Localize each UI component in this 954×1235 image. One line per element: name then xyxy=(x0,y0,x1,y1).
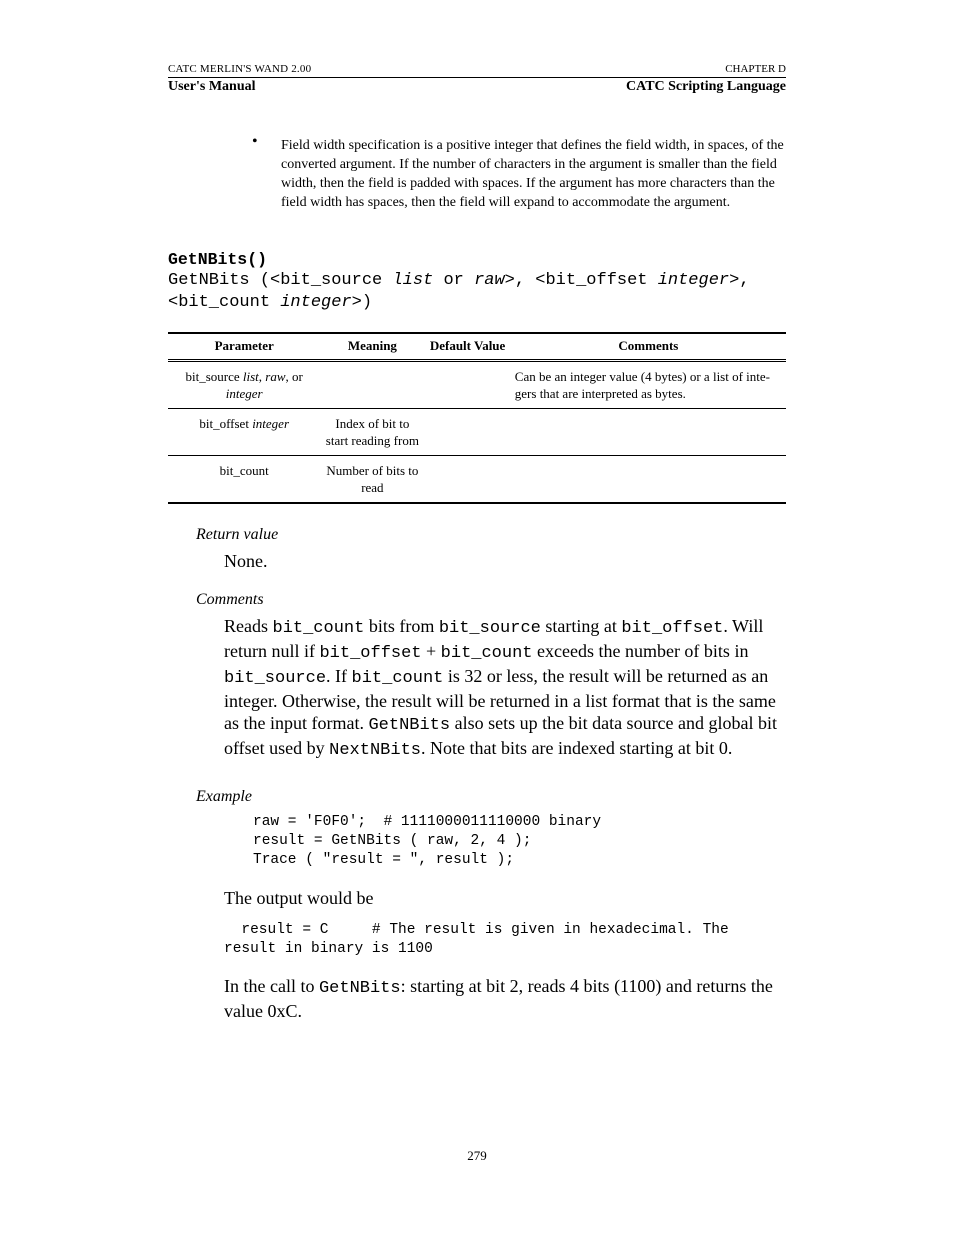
return-value-label: Return value xyxy=(196,526,279,543)
table-cell-default xyxy=(424,361,510,409)
header-manual: User's Manual xyxy=(168,79,256,94)
function-title: GetNBits() xyxy=(168,250,268,269)
table-cell-meaning: Index of bit to start reading from xyxy=(320,409,424,456)
table-header: Parameter xyxy=(168,333,320,361)
table-row xyxy=(168,361,786,409)
parameter-table xyxy=(168,332,786,504)
header-chapter: CHAPTER D xyxy=(725,63,786,75)
output-intro: The output would be xyxy=(224,888,374,908)
example-code-line: raw = 'F0F0'; # 1111000011110000 binary xyxy=(253,814,602,830)
example-code-line: Trace ( "result = ", result ); xyxy=(253,852,515,868)
header-product: CATC MERLIN'S WAND 2.00 xyxy=(168,63,312,75)
bullet-icon: • xyxy=(252,133,258,150)
example-label: Example xyxy=(196,788,252,805)
table-row xyxy=(168,456,786,504)
bullet-text: Field width specification is a positive integer that defines the field width, in spaces, of the converted argument. If the number of characters in the argument is smaller than the field width, then the field is padded with spaces. If the argument has more characters than the field width has spaces, then the field will expand to accommodate the argument. xyxy=(281,138,784,210)
example-code-line: result = GetNBits ( raw, 2, 4 ); xyxy=(253,833,532,849)
table-cell-default xyxy=(424,456,510,504)
header-rule xyxy=(168,77,786,78)
table-cell-comments xyxy=(511,456,786,504)
table-cell-parameter: bit_source list, raw, or integer xyxy=(185,369,303,401)
table-cell-default xyxy=(424,409,510,456)
table-cell-meaning: Number of bits to read xyxy=(320,456,424,504)
table-header: Comments xyxy=(511,333,786,361)
output-code-line: result = C # The result is given in hexadecimal. The xyxy=(224,922,729,938)
table-cell-parameter: bit_count xyxy=(168,456,320,504)
comments-paragraph: Reads bit_count bits from bit_source starting at bit_offset. Will return null if bit_offset + bit_count exceeds the number of bits in bit_source. If bit_count is 32 or less, the result will be returned as an integer. Otherwise, the result will be returned in a list format that is the same as the input format. GetNBits also sets up the bit data source and global bit offset used by NextNBits. Note that bits are indexed starting at bit 0. xyxy=(224,616,778,760)
table-cell-comments: Can be an integer value (4 bytes) or a list of inte-gers that are interpreted as bytes. xyxy=(514,369,771,401)
table-header-row xyxy=(168,333,786,361)
comments-label: Comments xyxy=(196,591,264,608)
table-cell-parameter: bit_offset integer xyxy=(168,409,320,456)
table-header: Meaning xyxy=(320,333,424,361)
page-number: 279 xyxy=(467,1148,487,1163)
final-paragraph: In the call to GetNBits: starting at bit 2, reads 4 bits (1100) and returns the value 0xC. xyxy=(224,976,773,1021)
function-signature: GetNBits (<bit_source list or raw>, <bit_offset integer>, <bit_count integer>) xyxy=(168,271,750,312)
header-section: CATC Scripting Language xyxy=(626,79,786,94)
table-header: Default Value xyxy=(424,333,510,361)
output-code-line: result in binary is 1100 xyxy=(224,941,433,957)
table-cell-meaning xyxy=(320,361,424,409)
table-cell-comments xyxy=(511,409,786,456)
table-row xyxy=(168,409,786,456)
return-value-text: None. xyxy=(224,551,268,571)
